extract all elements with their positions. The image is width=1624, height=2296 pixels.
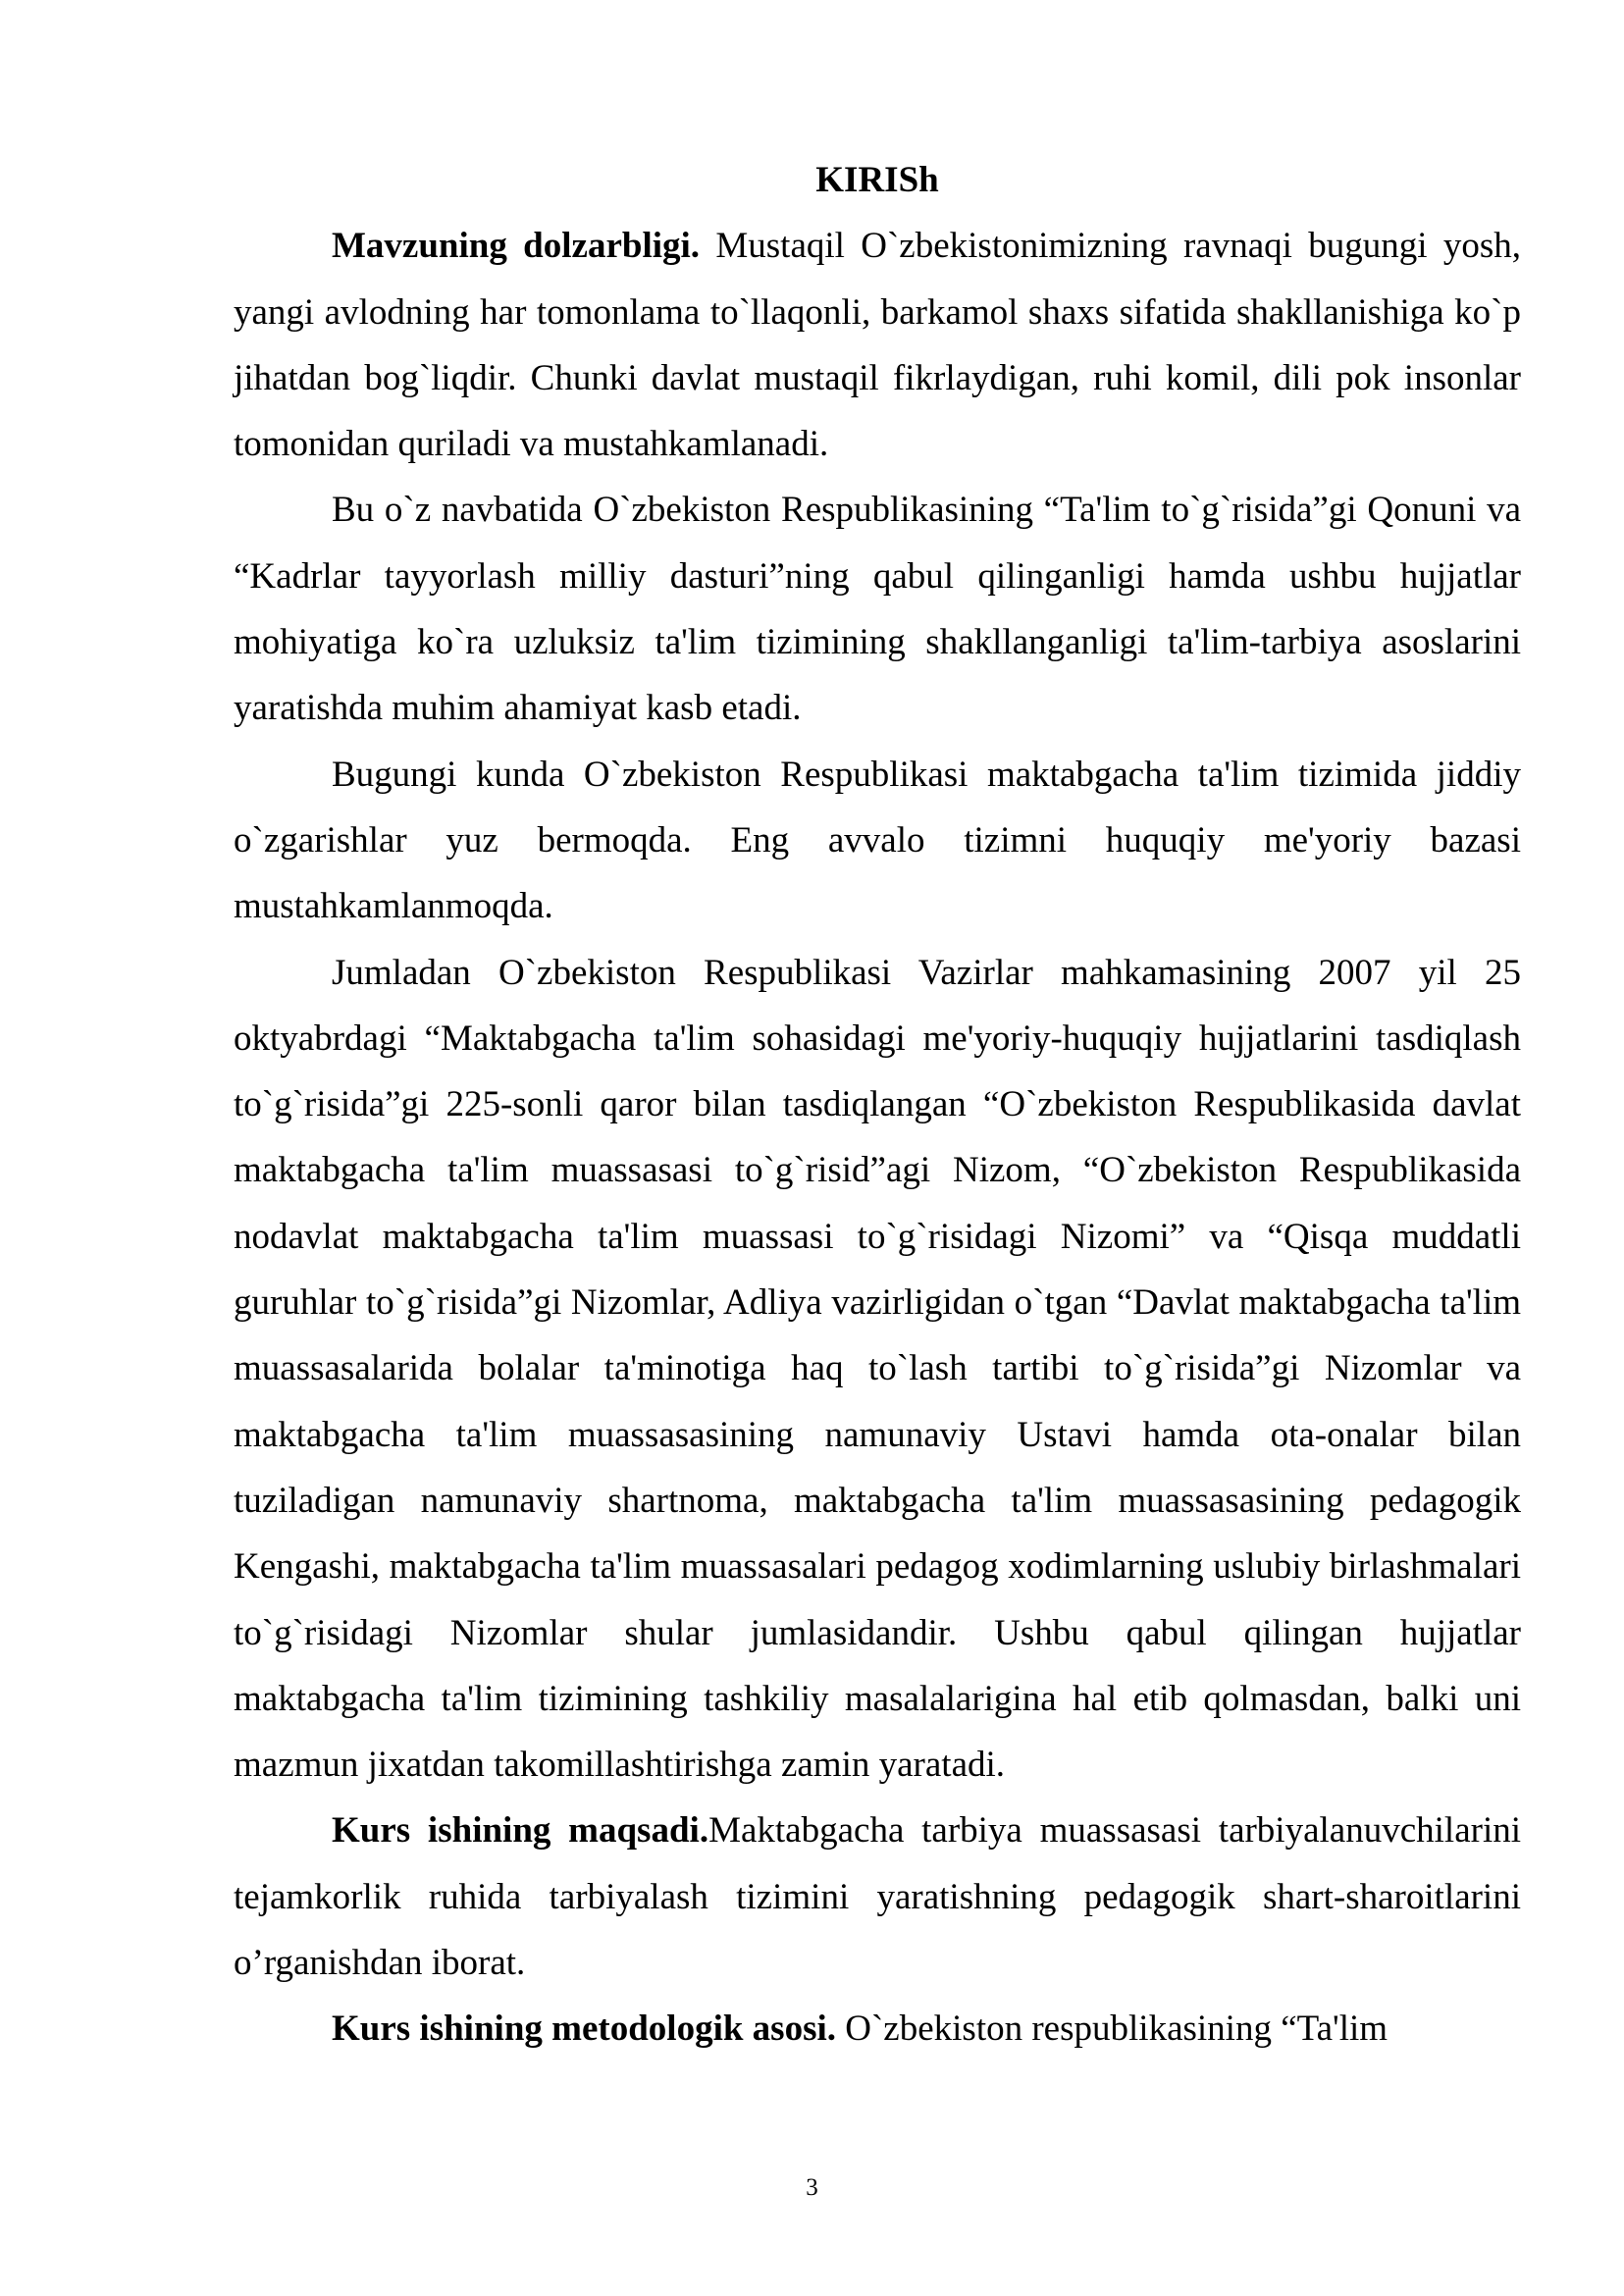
paragraph-laws [234, 477, 1521, 741]
paragraph-text: Maktabgacha tarbiya muassasasi tarbiyalanuvchilarini tejamkorlik ruhida tarbiyalash tizimini yaratishning pedagogik shart-sharoitlarini o’rganishdan iborat. [234, 1810, 1521, 1984]
section-title: KIRISh [815, 160, 939, 200]
paragraph-lead: Mavzuning dolzarbligi. [332, 226, 701, 267]
paragraph-relevance [234, 213, 1521, 477]
paragraph-methodology [234, 1996, 1521, 2061]
paragraph-regulations [234, 940, 1521, 1799]
paragraph-text: Bugungi kunda O`zbekiston Respublikasi maktabgacha ta'lim tizimida jiddiy o`zgarishlar yuz bermoqda. Eng avvalo tizimni huquqiy me'yoriy bazasi mustahkamlanmoqda. [234, 754, 1521, 927]
paragraph-changes [234, 742, 1521, 940]
paragraph-text: O`zbekiston respublikasining “Ta'lim [836, 2009, 1388, 2050]
page-content [234, 147, 1521, 2062]
paragraph-text: Mustaqil O`zbekistonimizning ravnaqi bugungi yosh, yangi avlodning har tomonlama to`llaqonli, barkamol shaxs sifatida shakllanishiga ko`p jihatdan bog`liqdir. Chunki davlat mustaqil fikrlaydigan, ruhi komil, dili pok insonlar tomonidan quriladi va mustahkamlanadi. [234, 226, 1521, 465]
page-number: 3 [806, 2174, 818, 2201]
paragraph-text: Jumladan O`zbekiston Respublikasi Vazirlar mahkamasining 2007 yil 25 oktyabrdagi “Maktabgacha ta'lim sohasidagi me'yoriy-huquqiy hujjatlarini tasdiqlash to`g`risida”gi 225-sonli qaror bilan tasdiqlangan “O`zbekiston Respublikasida davlat maktabgacha ta'lim muassasasi to`g`risid”agi Nizom, “O`zbekiston Respublikasida nodavlat maktabgacha ta'lim muassasi to`g`risidagi Nizomi” va “Qisqa muddatli guruhlar to`g`risida”gi Nizomlar, Adliya vazirligidan o`tgan “Davlat maktabgacha ta'lim muassasalarida bolalar ta'minotiga haq to`lash tartibi to`g`risida”gi Nizomlar va maktabgacha ta'lim muassasasining namunaviy Ustavi hamda ota-onalar bilan tuziladigan namunaviy shartnoma, maktabgacha ta'lim muassasasining pedagogik Kengashi, maktabgacha ta'lim muassasalari pedagog xodimlarning uslubiy birlashmalari to`g`risidagi Nizomlar shular jumlasidandir. Ushbu qabul qilingan hujjatlar maktabgacha ta'lim tizimining tashkiliy masalalarigina hal etib qolmasdan, balki uni mazmun jixatdan takomillashtirishga zamin yaratadi. [234, 952, 1521, 1786]
paragraph-lead: Kurs ishining maqsadi. [332, 1810, 709, 1852]
paragraph-goal [234, 1798, 1521, 1996]
paragraph-text: Bu o`z navbatida O`zbekiston Respublikasining “Ta'lim to`g`risida”gi Qonuni va “Kadrlar tayyorlash milliy dasturi”ning qabul qilinganligi hamda ushbu hujjatlar mohiyatiga ko`ra uzluksiz ta'lim tizimining shakllanganligi ta'lim-tarbiya asoslarini yaratishda muhim ahamiyat kasb etadi. [234, 490, 1521, 729]
paragraph-lead: Kurs ishining metodologik asosi. [332, 2009, 837, 2050]
